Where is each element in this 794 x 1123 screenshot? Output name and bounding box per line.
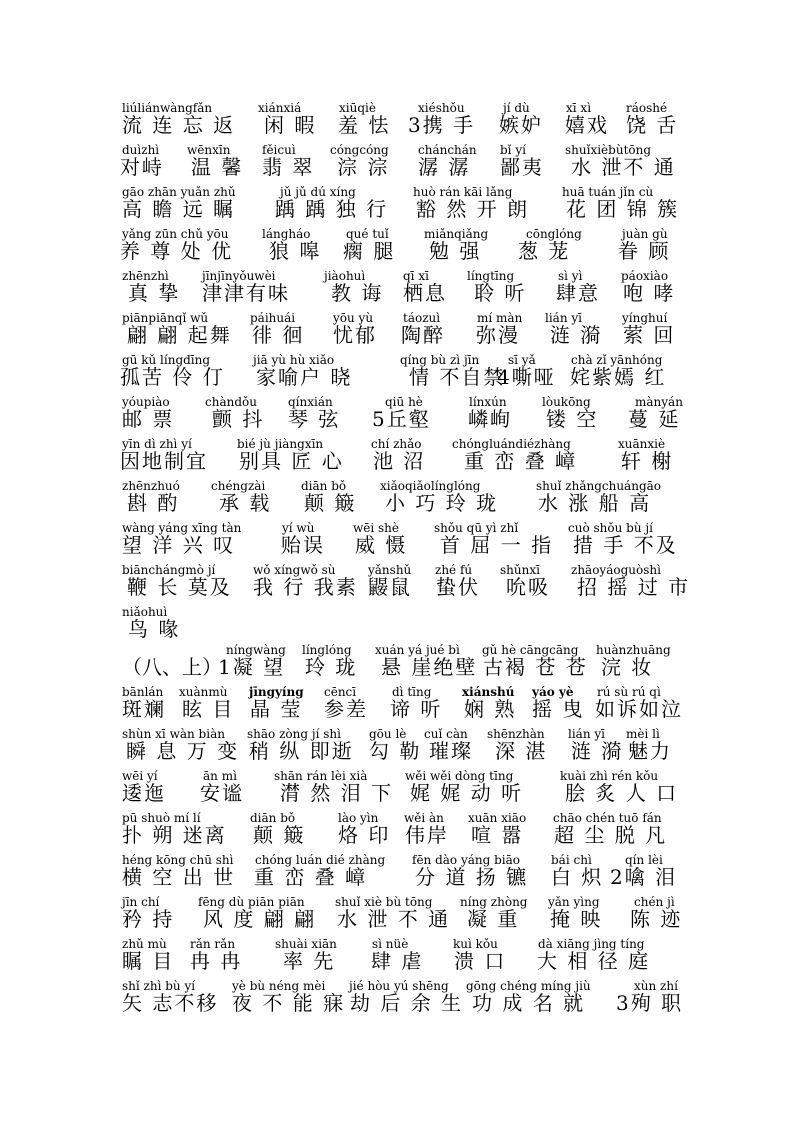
pinyin: qíng bù zì jīn: [400, 353, 480, 367]
hanzi: 矜 持: [122, 907, 175, 931]
pinyin: níng zhòng: [460, 895, 528, 909]
pinyin: diān bǒ: [301, 479, 347, 493]
vocab-row: [0, 143, 794, 183]
hanzi: 5丘壑: [372, 407, 431, 431]
hanzi: 安谧: [200, 781, 244, 805]
hanzi: 脍 炙 人 口: [565, 781, 679, 805]
vocab-row: [0, 101, 794, 141]
pinyin: fěicuì: [262, 143, 296, 157]
vocab-row: [0, 479, 794, 519]
hanzi: 威 慑: [355, 533, 408, 557]
hanzi: 璀璨: [429, 739, 473, 763]
hanzi: 淙 淙: [337, 155, 390, 179]
pinyin: páihuái: [250, 311, 296, 325]
pinyin: duìzhì: [122, 143, 160, 157]
hanzi: 蛰伏: [436, 575, 480, 599]
pinyin: kuì kǒu: [453, 937, 498, 951]
hanzi: 邮 票: [122, 407, 175, 431]
hanzi: 鄙夷: [500, 155, 544, 179]
pinyin: qín lèi: [625, 853, 663, 867]
vocab-row: [0, 353, 794, 393]
hanzi: 鸟 喙: [128, 617, 181, 641]
hanzi: 嬉戏: [565, 113, 609, 137]
hanzi: 措 手 不及: [573, 533, 678, 557]
pinyin: jiā yù hù xiǎo: [253, 353, 335, 367]
hanzi: 首 屈 一 指: [440, 533, 554, 557]
pinyin: jí dù: [503, 101, 530, 115]
pinyin: cēncī: [324, 685, 357, 699]
pinyin: shān rán lèi xià: [274, 769, 368, 783]
pinyin: cuǐ càn: [424, 727, 468, 741]
hanzi: 望 洋 兴 叹: [122, 533, 236, 557]
pinyin: bié jù jiàngxīn: [237, 437, 324, 451]
hanzi: 稍 纵 即逝: [249, 739, 354, 763]
vocab-row: [0, 811, 794, 851]
pinyin: yáo yè: [532, 685, 574, 699]
pinyin: liúliánwàngfǎn: [122, 101, 213, 115]
hanzi: 弥漫: [476, 323, 520, 347]
pinyin: héng kōng chū shì: [122, 853, 234, 867]
pinyin: wàng yáng xīng tàn: [122, 521, 242, 535]
hanzi: 勾 勒: [369, 739, 422, 763]
vocab-row: [0, 979, 794, 1019]
pinyin: yǎnshǔ: [368, 563, 412, 577]
hanzi: 横 空 出 世: [122, 865, 236, 889]
vocab-row: [0, 269, 794, 309]
vocab-row: [0, 521, 794, 561]
hanzi: 葱 茏: [518, 239, 571, 263]
pinyin: dà xiāng jìng tíng: [538, 937, 645, 951]
vocab-row: [0, 937, 794, 977]
hanzi: 蔓 延: [628, 407, 681, 431]
hanzi: 1凝 望: [218, 655, 286, 679]
pinyin: yōu yù: [333, 311, 374, 325]
vocab-row: [0, 605, 794, 645]
hanzi: 伟岸: [405, 823, 449, 847]
pinyin: huā tuán jǐn cù: [562, 185, 654, 199]
hanzi: 斑斓: [122, 697, 166, 721]
hanzi: 凝 重: [467, 907, 520, 931]
hanzi: 因地制宜: [120, 449, 208, 473]
hanzi: 饶 舌: [626, 113, 679, 137]
pinyin: yínghuí: [622, 311, 668, 325]
pinyin: lào yìn: [338, 811, 379, 825]
hanzi: 瞩 目: [122, 949, 175, 973]
pinyin: xuànmù: [179, 685, 228, 699]
hanzi: 如诉如泣: [595, 697, 683, 721]
pinyin: qī xī: [403, 269, 429, 283]
pinyin: cōnglóng: [526, 227, 582, 241]
hanzi: 聆 听: [474, 281, 527, 305]
pinyin: diān bǒ: [250, 811, 296, 825]
pinyin: shuǐ zhǎngchuángāo: [536, 479, 662, 493]
pinyin: shēnzhàn: [487, 727, 545, 741]
pinyin: bǐ yí: [500, 143, 526, 157]
pinyin: qiū hè: [385, 395, 423, 409]
hanzi: 分 道 扬 镳: [415, 865, 529, 889]
pinyin: cóngcóng: [330, 143, 389, 157]
vocab-row: [0, 853, 794, 893]
pinyin: xiánxiá: [258, 101, 302, 115]
hanzi: 4嘶哑: [497, 365, 556, 389]
hanzi: 咆 哮: [623, 281, 676, 305]
hanzi: 深 湛: [495, 739, 548, 763]
hanzi: 吮吸: [506, 575, 550, 599]
hanzi: 肆意: [556, 281, 600, 305]
pinyin: yǎn yìng: [548, 895, 600, 909]
pinyin: rú sù rú qì: [597, 685, 661, 699]
hanzi: 鼹鼠: [368, 575, 412, 599]
pinyin: wēi shè: [353, 521, 400, 535]
vocab-row: [0, 185, 794, 225]
hanzi: 翡 翠: [262, 155, 315, 179]
section-header: （八、上）: [122, 655, 222, 679]
pinyin: rǎn rǎn: [190, 937, 236, 951]
hanzi: 别具 匠 心: [239, 449, 344, 473]
hanzi: 嫉妒: [499, 113, 543, 137]
hanzi: 谛 听: [390, 697, 443, 721]
hanzi: 溃 口: [454, 949, 507, 973]
pinyin: bānlán: [122, 685, 164, 699]
pinyin: shuǐxièbùtōng: [565, 143, 652, 157]
hanzi: 悬 崖绝壁: [381, 655, 478, 679]
hanzi: 喧 嚣: [471, 823, 524, 847]
hanzi: 大 相 径 庭: [537, 949, 651, 973]
vocab-row: [0, 311, 794, 351]
hanzi: 招 摇 过 市: [577, 575, 691, 599]
pinyin: shāo zòng jí shì: [247, 727, 341, 741]
vocab-row: [0, 227, 794, 267]
pinyin: gōng chéng míng jiù: [466, 979, 591, 993]
vocab-row: [0, 727, 794, 767]
hanzi: 扑 朔 迷离: [122, 823, 227, 847]
pinyin: jīnjīnyǒuwèi: [202, 269, 276, 283]
hanzi: 掩 映: [550, 907, 603, 931]
hanzi: 勉 强: [429, 239, 482, 263]
vocab-row: [0, 437, 794, 477]
hanzi: 眷 顾: [618, 239, 671, 263]
hanzi: 狼 嗥: [269, 239, 322, 263]
hanzi: 肆 虐: [371, 949, 424, 973]
hanzi: 古褐 苍 苍: [483, 655, 588, 679]
pinyin: miǎnqiǎng: [424, 227, 489, 241]
pinyin: shǒu qū yì zhǐ: [434, 521, 519, 535]
pinyin: xiánshú: [462, 685, 515, 699]
pinyin: zhǔ mù: [122, 937, 167, 951]
hanzi: 率 先: [283, 949, 336, 973]
pinyin: cuò shǒu bù jí: [568, 521, 653, 535]
hanzi: 轩 榭: [621, 449, 674, 473]
pinyin: yīn dì zhì yí: [122, 437, 192, 451]
hanzi: 养 尊 处 优: [120, 239, 234, 263]
pinyin: mànyán: [635, 395, 683, 409]
vocab-row: [0, 563, 794, 603]
pinyin: mèi lì: [626, 727, 660, 741]
pinyin: biānchángmò jí: [122, 563, 216, 577]
pinyin: sì nüè: [372, 937, 409, 951]
pinyin: jīngyíng: [249, 685, 304, 699]
hanzi: 眩 目: [182, 697, 235, 721]
hanzi: 对峙: [120, 155, 164, 179]
hanzi: 晶 莹: [250, 697, 303, 721]
hanzi: 涟 漪: [550, 323, 603, 347]
hanzi: 瞬 息 万 变: [126, 739, 240, 763]
hanzi: 娴 熟: [464, 697, 517, 721]
hanzi: 情 不自禁: [409, 365, 506, 389]
hanzi: 魅力: [628, 739, 672, 763]
pinyin: gū kǔ língdīng: [122, 353, 211, 367]
pinyin: chí zhǎo: [371, 437, 422, 451]
pinyin: kuài zhì rén kǒu: [560, 769, 659, 783]
pinyin: zhēnzhuó: [122, 479, 180, 493]
hanzi: 贻误: [281, 533, 325, 557]
hanzi: 鞭 长 莫及: [127, 575, 232, 599]
pinyin: fēng dù piān piān: [198, 895, 305, 909]
hanzi: 颠 簸: [304, 491, 357, 515]
pinyin: piānpiānqǐ wǔ: [122, 311, 209, 325]
hanzi: 白 炽: [551, 865, 604, 889]
hanzi: 劫 后 余 生: [350, 991, 464, 1015]
pinyin: chāo chén tuō fán: [553, 811, 662, 825]
pinyin: shùn xī wàn biàn: [122, 727, 225, 741]
vocab-row: [0, 769, 794, 809]
pinyin: línglóng: [302, 643, 352, 657]
hanzi: 风 度 翩 翩: [203, 907, 317, 931]
pinyin: chéngzài: [211, 479, 266, 493]
pinyin: chén jì: [634, 895, 675, 909]
pinyin: chàndǒu: [205, 395, 257, 409]
pinyin: lòukōng: [542, 395, 591, 409]
hanzi: 娓 娓 动 听: [410, 781, 524, 805]
pinyin: yè bù néng mèi: [232, 979, 326, 993]
hanzi: 家喻户 晓: [256, 365, 353, 389]
pinyin: bái chì: [551, 853, 592, 867]
pinyin: chóngluándiézhàng: [452, 437, 571, 451]
hanzi: 池 沼: [373, 449, 426, 473]
pinyin: sì yì: [558, 269, 583, 283]
pinyin: huò rán kāi lǎng: [413, 185, 513, 199]
pinyin: zhāoyáoguòshì: [571, 563, 661, 577]
pinyin: ān mì: [203, 769, 237, 783]
pinyin: chà zǐ yānhóng: [571, 353, 663, 367]
hanzi: 夜 不 能 寐: [232, 991, 346, 1015]
pinyin: yǎng zūn chǔ yōu: [122, 227, 229, 241]
hanzi: 姹紫嫣 红: [570, 365, 667, 389]
pinyin: zhé fú: [435, 563, 473, 577]
pinyin: lángháo: [262, 227, 311, 241]
hanzi: 2噙 泪: [610, 865, 678, 889]
hanzi: 水 涨 船 高: [538, 491, 652, 515]
pinyin: wēi yí: [122, 769, 158, 783]
pinyin: línxún: [469, 395, 507, 409]
hanzi: 闲 暇: [264, 113, 317, 137]
hanzi: 忧郁: [333, 323, 377, 347]
hanzi: 涟 漪: [571, 739, 624, 763]
hanzi: 重 峦 叠 嶂: [254, 865, 368, 889]
pinyin: ráoshé: [626, 101, 668, 115]
hanzi: 津津有味: [202, 281, 290, 305]
pinyin: xiūqiè: [339, 101, 376, 115]
pinyin: shǐ zhì bù yí: [122, 979, 196, 993]
hanzi: 参差: [324, 697, 368, 721]
hanzi: 流 连 忘 返: [122, 113, 236, 137]
hanzi: 羞 怯: [338, 113, 391, 137]
pinyin: xùn zhí: [634, 979, 678, 993]
hanzi: 翩 翩 起舞: [127, 323, 232, 347]
hanzi: 斟 酌: [127, 491, 180, 515]
pinyin: xuán yá jué bì: [375, 643, 460, 657]
hanzi: 3殉 职: [616, 991, 684, 1015]
pinyin: jīn chí: [122, 895, 160, 909]
pinyin: niǎohuì: [122, 605, 168, 619]
pinyin: lián yī: [568, 727, 605, 741]
hanzi: 陈 迹: [630, 907, 683, 931]
pinyin: xuānxiè: [618, 437, 666, 451]
pinyin: mí màn: [477, 311, 523, 325]
vocab-row: [0, 685, 794, 725]
pinyin: gōu lè: [369, 727, 407, 741]
pinyin: shuǐ xiè bù tōng: [335, 895, 433, 909]
pinyin: xiǎoqiǎolínglóng: [380, 479, 481, 493]
hanzi: 陶醉: [401, 323, 445, 347]
hanzi: 潸 然 泪 下: [280, 781, 394, 805]
hanzi: 我 行 我素: [253, 575, 358, 599]
pinyin: jié hòu yú shēng: [349, 979, 449, 993]
pinyin: pū shuò mí lí: [122, 811, 201, 825]
pinyin: huànzhuāng: [596, 643, 671, 657]
hanzi: 小 巧 玲 珑: [385, 491, 499, 515]
pinyin: jiàohuì: [324, 269, 366, 283]
hanzi: 琴 弦: [288, 407, 341, 431]
hanzi: 浣 妆: [601, 655, 654, 679]
pinyin: táozuì: [403, 311, 441, 325]
hanzi: 萦 回: [623, 323, 676, 347]
pinyin: zhēnzhì: [122, 269, 169, 283]
pinyin: sī yǎ: [508, 353, 536, 367]
pinyin: lián yī: [545, 311, 582, 325]
vocab-row: [0, 895, 794, 935]
hanzi: 冉 冉: [190, 949, 243, 973]
pinyin: juàn gù: [622, 227, 668, 241]
pinyin: shǔnxī: [500, 563, 540, 577]
pinyin: yóupiào: [122, 395, 170, 409]
hanzi: 踽 踽 独 行: [275, 197, 389, 221]
hanzi: 3携 手: [408, 113, 476, 137]
pinyin: níngwàng: [226, 643, 286, 657]
hanzi: 瘸 腿: [343, 239, 396, 263]
hanzi: 徘 徊: [252, 323, 305, 347]
vocab-row: [0, 643, 794, 683]
pinyin: dì tīng: [392, 685, 432, 699]
hanzi: 玲 珑: [305, 655, 358, 679]
hanzi: 水 泄 不 通: [337, 907, 451, 931]
pinyin: páoxiào: [621, 269, 669, 283]
hanzi: 栖息: [403, 281, 447, 305]
hanzi: 嶙峋: [468, 407, 512, 431]
hanzi: 颠 簸: [253, 823, 306, 847]
hanzi: 摇 曳: [532, 697, 585, 721]
pinyin: wǒ xíngwǒ sù: [253, 563, 336, 577]
hanzi: 花 团 锦 簇: [566, 197, 680, 221]
hanzi: 孤苦 伶 仃: [120, 365, 225, 389]
pinyin: chóng luán dié zhàng: [255, 853, 386, 867]
hanzi: 功 成 名 就: [472, 991, 586, 1015]
pinyin: jǔ jǔ dú xíng: [280, 185, 356, 199]
hanzi: 镂 空: [546, 407, 599, 431]
pinyin: chánchán: [418, 143, 477, 157]
hanzi: 承 载: [219, 491, 272, 515]
hanzi: 矢 志不移: [122, 991, 219, 1015]
hanzi: 颤 抖: [212, 407, 265, 431]
pinyin: wěi wěi dòng tīng: [405, 769, 514, 783]
hanzi: 温 馨: [191, 155, 244, 179]
pinyin: qué tuǐ: [346, 227, 389, 241]
hanzi: 高 瞻 远 瞩: [122, 197, 236, 221]
vocab-row: [0, 395, 794, 435]
hanzi: 教 诲: [331, 281, 384, 305]
pinyin: gǔ hè cāngcāng: [482, 643, 579, 657]
hanzi: 逶迤: [122, 781, 166, 805]
pinyin: xī xì: [566, 101, 592, 115]
pinyin: yí wù: [282, 521, 315, 535]
hanzi: 超 尘 脱 凡: [554, 823, 668, 847]
hanzi: 水 泄不 通: [571, 155, 676, 179]
hanzi: 重 峦 叠 嶂: [464, 449, 578, 473]
pinyin: gāo zhān yuǎn zhǔ: [122, 185, 236, 199]
pinyin: xiéshǒu: [418, 101, 465, 115]
pinyin: xuān xiāo: [468, 811, 527, 825]
hanzi: 潺 潺: [418, 155, 471, 179]
pinyin: fēn dào yáng biāo: [412, 853, 521, 867]
hanzi: 烙 印: [338, 823, 391, 847]
hanzi: 豁 然 开 朗: [416, 197, 530, 221]
pinyin: shuài xiān: [275, 937, 337, 951]
hanzi: 真 挚: [128, 281, 181, 305]
pinyin: wēnxīn: [187, 143, 231, 157]
pinyin: wěi àn: [404, 811, 444, 825]
pinyin: língtīng: [467, 269, 515, 283]
pinyin: qínxián: [288, 395, 333, 409]
